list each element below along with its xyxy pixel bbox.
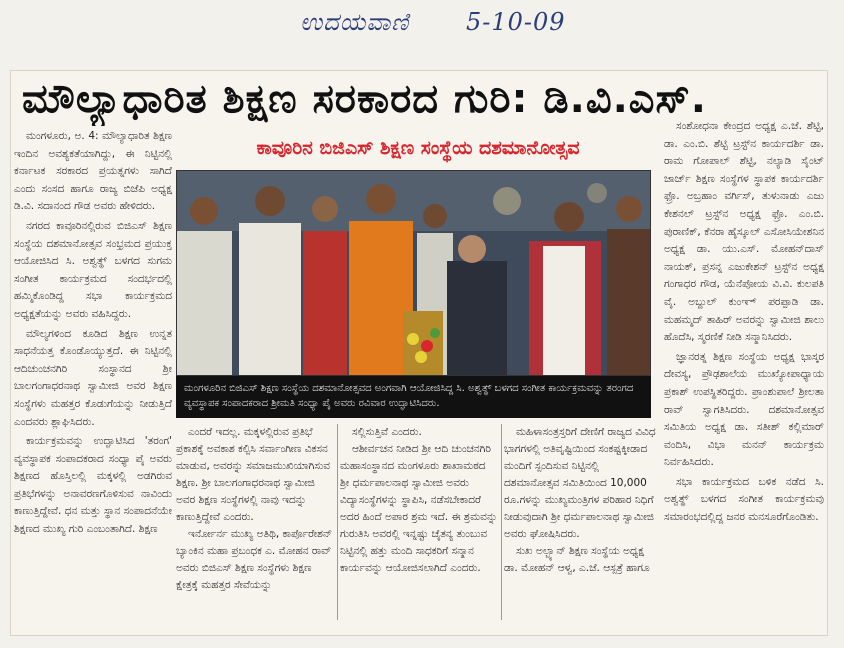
paragraph: ಇರ್ನೋರ್ನ ಮುಖ್ಯ ಅತಿಥಿ, ಕಾರ್ಪೊರೇಶನ್ ಬ್ಯಾಂಕಿನ ಮಹಾ ಪ್ರಬಂಧಕ ಎ. ಮೋಹನ ರಾವ್ ಅವರು ಬಿಜಿಎಸ್ ಶಿಕ್ಷಣ ಸಂಸ್ಥೆಗಳು ಶಿಕ್ಷಣ ಕ್ಷೇತ್ರಕ್ಕೆ ಮಹತ್ತರ ಸೇವೆಯನ್ನು bbox=[176, 528, 333, 591]
article-subheadline: ಕಾವೂರಿನ ಬಿಜಿಎಸ್ ಶಿಕ್ಷಣ ಸಂಸ್ಥೆಯ ದಶಮಾನೋತ್ಸವ bbox=[256, 137, 580, 159]
article-column-left bbox=[14, 128, 172, 624]
handwritten-source: ಉದಯವಾಣಿ bbox=[300, 8, 410, 36]
paragraph: ಸುಖ ಅಲ್ಬ್ಯಾನ್ ಶಿಕ್ಷಣ ಸಂಸ್ಥೆಯ ಅಧ್ಯಕ್ಷ ಡಾ. ಮೋಹನ್ ಆಳ್ವ, ಎ.ಜೆ. ಆಸ್ಪತ್ರೆ ಹಾಗೂ bbox=[504, 545, 650, 574]
paragraph: ನಗರದ ಕಾವೂರಿನಲ್ಲಿರುವ ಬಿಜಿಎಸ್ ಶಿಕ್ಷಣ ಸಂಸ್ಥೆಯ ದಶಮಾನೋತ್ಸವ ಸಂಭ್ರಮದ ಪ್ರಯುಕ್ತ ಆಯೋಜಿಸಿದ ಸಿ. ಅಶ್ವತ್ಥ್ ಬಳಗದ ಸುಗಮ ಸಂಗೀತ ಕಾರ್ಯಕ್ರಮದ ಸಂದರ್ಭದಲ್ಲಿ ಹಮ್ಮಿಕೊಂಡಿದ್ದ ಸಭಾ ಕಾರ್ಯಕ್ರಮದ ಅಧ್ಯಕ್ಷತೆಯನ್ನು ಅವರು ವಹಿಸಿದ್ದರು. bbox=[14, 219, 172, 320]
paragraph: ಸಂಶೋಧನಾ ಕೇಂದ್ರದ ಅಧ್ಯಕ್ಷ ಎ.ಜೆ. ಶೆಟ್ಟಿ, ಡಾ. ಎಂ.ಬಿ. ಶೆಟ್ಟಿ ಟ್ರಸ್ಟ್‌ನ ಕಾರ್ಯದರ್ಶಿ ಡಾ. ರಾಮ ಗೋಪಾಲ್ ಶೆಟ್ಟಿ, ನಲ್ಯಾಡಿ ಸೈಂಟ್ ಜಾರ್ಜ್ ಶಿಕ್ಷಣ ಸಂಸ್ಥೆಗಳ ಸ್ಥಾಪಕ ಕಾರ್ಯದರ್ಶಿ ಫ್ರೊ. ಅಬ್ರಹಾಂ ವರ್ಗಿಸ್, ತುಳುನಾಡು ಎಜು ಕೇಶನಲ್ ಟ್ರಸ್ಟ್‌ನ ಅಧ್ಯಕ್ಷ ಫ್ರೊ. ಎಂ.ಬಿ. ಪುರಾಣಿಕ್, ಕೆನರಾ ಹೈಸ್ಕೂಲ್ ಎಸೋಸಿಯೇಶನಿನ ಅಧ್ಯಕ್ಷ ಡಾ. ಯು.ಎಸ್. ಮೋಹನ್‌ದಾಸ್ ನಾಯಕ್, ಪ್ರಸನ್ನ ಎಜುಕೇಶನ್ ಟ್ರಸ್ಟ್‌ನ ಅಧ್ಯಕ್ಷ ಗಂಗಾಧರ ಗೌಡ, ಯೆನೆಪೋಯ ವಿ.ವಿ. ಕುಲಪತಿ ವೈ. ಅಬ್ದುಲ್ ಕುಂಞ್ ಪರಪ್ಪಾಡಿ ಡಾ. ಮಹಮ್ಮದ್ ತಾಹಿರ್ ಅವರನ್ನು ಸ್ವಾಮೀಜಿ ಶಾಲು ಹೊದೆಸಿ, ಸ್ಮರಣಿಕೆ ನೀಡಿ ಸನ್ಮಾನಿಸಿದರು. bbox=[664, 120, 824, 344]
article-headline: ಮೌಲ್ಯಾಧಾರಿತ ಶಿಕ್ಷಣ ಸರಕಾರದ ಗುರಿ: ಡಿ.ವಿ.ಎಸ್. bbox=[22, 76, 707, 122]
article-column-mid-1 bbox=[176, 424, 334, 624]
paragraph: ಜ್ಞಾನರತ್ನ ಶಿಕ್ಷಣ ಸಂಸ್ಥೆಯ ಅಧ್ಯಕ್ಷ ಭಾಸ್ಕರ ದೇವಸ್ಯ, ಪ್ರೌಢಶಾಲೆಯ ಮುಖ್ಯೋಪಾಧ್ಯಾಯ ಪ್ರಕಾಶ್ ಉಪಸ್ಥಿತರಿದ್ದರು. ಪ್ರಾಂಶುಪಾಲೆ ಶ್ರೀಲತಾ ರಾವ್ ಸ್ವಾಗತಿಸಿದರು. ದಶಮಾನೋತ್ಸವ ಸಮಿತಿಯ ಅಧ್ಯಕ್ಷ ಡಾ. ಸತೀಶ್ ಕಲ್ಲಿಮಾರ್ ವಂದಿಸಿ, ವಿಭಾ ಮನನ್ ಕಾರ್ಯಕ್ರಮ ನಿರ್ವಹಿಸಿದರು. bbox=[664, 350, 824, 469]
paragraph: ಆಶೀರ್ವಚನ ನೀಡಿದ ಶ್ರೀ ಆದಿ ಚುಂಚನಗಿರಿ ಮಹಾಸಂಸ್ಥಾನದ ಮಂಗಳೂರು ಶಾಖಾಮಠದ ಶ್ರೀ ಧರ್ಮಪಾಲನಾಥ ಸ್ವಾಮೀಜಿ ಅವರು ವಿದ್ಯಾಸಂಸ್ಥೆಗಳನ್ನು ಸ್ಥಾಪಿಸಿ, ನಡೆಸಬೇಕಾದರೆ ಅದರ ಹಿಂದೆ ಅಪಾರ ಶ್ರಮ ಇದೆ. ಈ ಶ್ರಮವನ್ನು ಗುರುತಿಸಿ ಅವರಲ್ಲಿ ಇನ್ನಷ್ಟು ಚೈತನ್ಯ ತುಂಬುವ ನಿಟ್ಟಿನಲ್ಲಿ ಹತ್ತು ಮಂದಿ ಸಾಧಕರಿಗೆ ಸನ್ಮಾನ ಕಾರ್ಯವನ್ನು ಆಯೋಜಿಸಲಾಗಿದೆ ಎಂದರು. bbox=[340, 443, 498, 574]
column-divider bbox=[501, 424, 502, 620]
article-column-mid-2 bbox=[340, 424, 498, 624]
event-photo bbox=[176, 170, 651, 376]
paragraph: ಮಂಗಳೂರು, ಅ. 4: ಮೌಲ್ಯಾಧಾರಿತ ಶಿಕ್ಷಣ ಇಂದಿನ ಅವಶ್ಯಕತೆಯಾಗಿದ್ದು, ಈ ನಿಟ್ಟಿನಲ್ಲಿ ಕರ್ನಾಟಕ ಸರಕಾರದ ಪ್ರಯತ್ನಗಳು ಸಾಗಿದೆ ಎಂದು ಸಂಸದ ಹಾಗೂ ರಾಜ್ಯ ಬಿಜೆಪಿ ಅಧ್ಯಕ್ಷ ಡಿ.ವಿ. ಸದಾನಂದ ಗೌಡ ಅವರು ಹೇಳಿದರು. bbox=[14, 130, 172, 213]
paragraph: ಸಲ್ಲಿಸುತ್ತಿವೆ ಎಂದರು. bbox=[352, 426, 422, 438]
photo-caption: ಮಂಗಳೂರಿನ ಬಿಜಿಎಸ್ ಶಿಕ್ಷಣ ಸಂಸ್ಥೆಯ ದಶಮಾನೋತ್ಸವದ ಅಂಗವಾಗಿ ಆಯೋಜಿಸಿದ್ದ ಸಿ. ಅಶ್ವತ್ಥ್ ಬಳಗದ ಸಂಗೀತ ಕಾರ್ಯಕ್ರಮವನ್ನು ತರಂಗದ ವ್ಯವಸ್ಥಾಪಕ ಸಂಪಾದಕರಾದ ಶ್ರೀಮತಿ ಸಂಧ್ಯಾ ಪೈ ಅವರು ರವಿವಾರ ಉದ್ಘಾಟಿಸಿದರು. bbox=[176, 376, 651, 418]
paragraph: ಮಹಿಳಾಸಂತ್ರಸ್ತರಿಗೆ ದೇಣಿಗೆ ರಾಜ್ಯದ ವಿವಿಧ ಭಾಗಗಳಲ್ಲಿ ಅತಿವೃಷ್ಟಿಯಿಂದ ಸಂಕಷ್ಟಕ್ಕೀಡಾದ ಮಂದಿಗೆ ಸ್ಪಂದಿಸುವ ನಿಟ್ಟಿನಲ್ಲಿ ದಶಮಾನೋತ್ಸವ ಸಮಿತಿಯಿಂದ 10,000 ರೂ.ಗಳನ್ನು ಮುಖ್ಯಮಂತ್ರಿಗಳ ಪರಿಹಾರ ನಿಧಿಗೆ ನೀಡುವುದಾಗಿ ಶ್ರೀ ಧರ್ಮಪಾಲನಾಥ ಸ್ವಾಮೀಜಿ ಅವರು ಘೋಷಿಸಿದರು. bbox=[504, 426, 656, 540]
article-column-mid-3 bbox=[504, 424, 656, 624]
paragraph: ಕಾರ್ಯಕ್ರಮವನ್ನು ಉದ್ಘಾಟಿಸಿದ 'ತರಂಗ' ವ್ಯವಸ್ಥಾಪಕ ಸಂಪಾದಕರಾದ ಸಂಧ್ಯಾ ಪೈ ಅವರು ಶಿಕ್ಷಣದ ಹೊಸ್ತಿಲಲ್ಲಿ ಮಕ್ಕಳಲ್ಲಿ ಅಡಗಿರುವ ಪ್ರತಿಭೆಗಳನ್ನು ಅನಾವರಣಗೊಳಿಸುವ ನಾವಿಂದು ಕಾಣುತ್ತಿದ್ದೇವೆ. ಧನ ಮತ್ತು ಸ್ಥಾನ ಸಂಪಾದನೆಯೇ ಶಿಕ್ಷಣದ ಮುಖ್ಯ ಗುರಿ ಎಂಬಂತಾಗಿದೆ. ಶಿಕ್ಷಣ bbox=[14, 435, 172, 536]
column-divider bbox=[337, 424, 338, 620]
handwritten-date: 5-10-09 bbox=[465, 8, 566, 36]
handwritten-note bbox=[300, 8, 566, 36]
article-column-right bbox=[664, 118, 824, 624]
paragraph: ಸಭಾ ಕಾರ್ಯಕ್ರಮದ ಬಳಿಕ ನಡೆದ ಸಿ. ಅಶ್ವತ್ಥ್ ಬಳಗದ ಸಂಗೀತ ಕಾರ್ಯಕ್ರಮವು ಸಮಾರಂಭದಲ್ಲಿದ್ದ ಜನರ ಮನಸೂರೆಗೊಂಡಿತು. bbox=[664, 475, 824, 524]
event-photo-illustration bbox=[177, 171, 651, 376]
paragraph: ಎಂದರೆ ಇದಲ್ಲ. ಮಕ್ಕಳಲ್ಲಿರುವ ಪ್ರತಿಭೆ ಪ್ರಕಾಶಕ್ಕೆ ಅವಕಾಶ ಕಲ್ಪಿಸಿ ಸರ್ವಾಂಗೀಣ ವಿಕಸನ ಮಾಡುವ, ಅವರನ್ನು ಸಮಾಜಮುಖಿಯಾಗಿಸುವ ಶಿಕ್ಷಣ. ಶ್ರೀ ಬಾಲಗಂಗಾಧರನಾಥ ಸ್ವಾಮೀಜಿ ಅವರ ಶಿಕ್ಷಣ ಸಂಸ್ಥೆಗಳಲ್ಲಿ ನಾವು ಇದನ್ನು ಕಾಣುತ್ತಿದ್ದೇವೆ ಎಂದರು. bbox=[176, 426, 331, 523]
paragraph: ಮೌಲ್ಯಗಳಿಂದ ಕೂಡಿದ ಶಿಕ್ಷಣ ಉನ್ನತ ಸಾಧನೆಯತ್ತ ಕೊಂಡೊಯ್ಯುತ್ತದೆ. ಈ ನಿಟ್ಟಿನಲ್ಲಿ ಆದಿಚುಂಚನಗಿರಿ ಸಂಸ್ಥಾನದ ಶ್ರೀ ಬಾಲಗಂಗಾಧರನಾಥ ಸ್ವಾಮೀಜಿ ಅವರ ಶಿಕ್ಷಣ ಸಂಸ್ಥೆಗಳು ಮಹತ್ತರ ಕೊಡುಗೆಯನ್ನು ನೀಡುತ್ತಿದೆ ಎಂದವರು ಶ್ಲಾಘಿಸಿದರು. bbox=[14, 327, 172, 428]
